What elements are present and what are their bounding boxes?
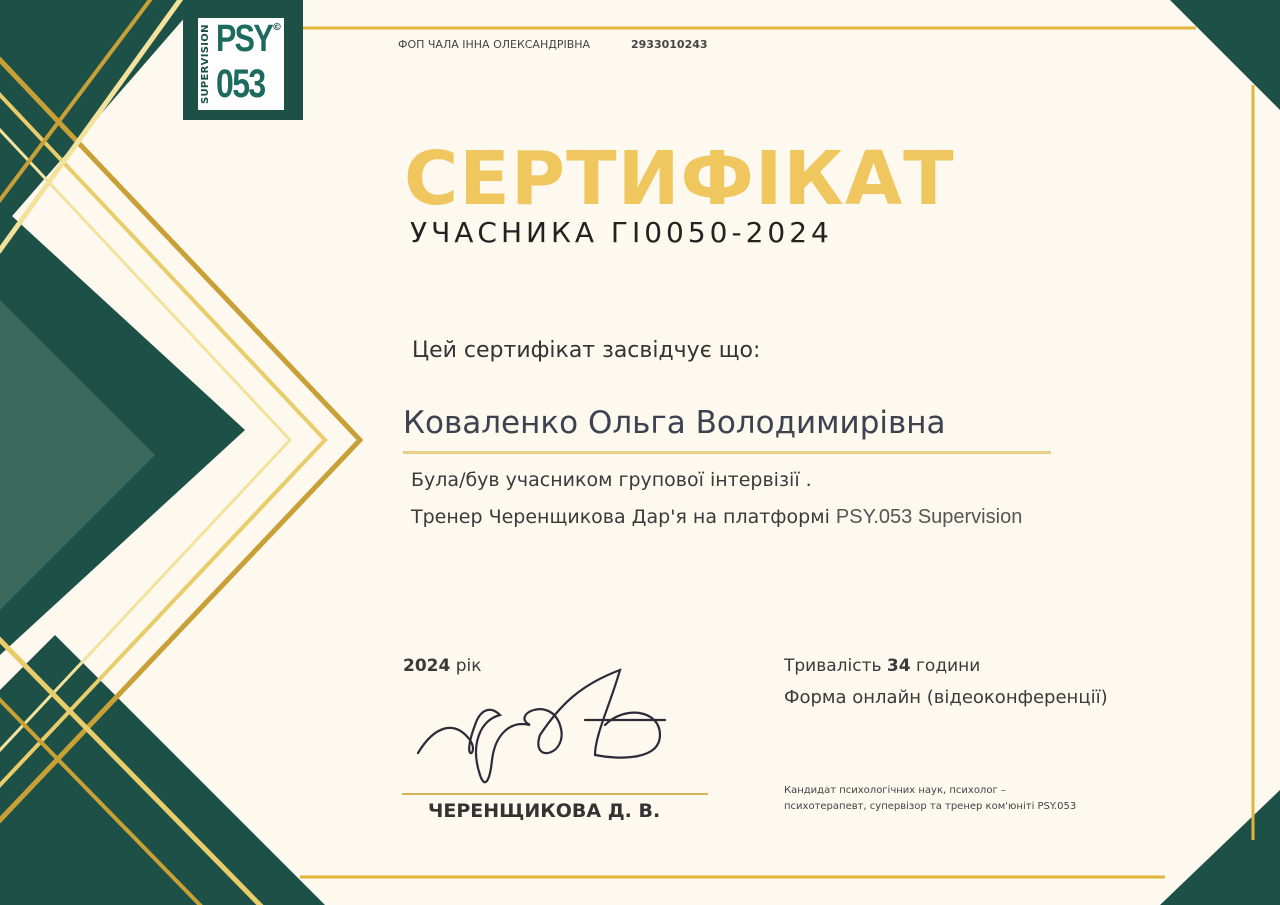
psy053-logo <box>183 0 303 120</box>
certificate-subtitle: УЧАСНИКА ГІ0050-2024 <box>410 216 833 249</box>
company-code: 2933010243 <box>631 38 708 51</box>
bio-line: психотерапевт, супервізор та тренер ком'юніті PSY.053 <box>784 801 1077 812</box>
signature-line <box>402 793 708 795</box>
year-suffix: рік <box>450 656 482 676</box>
duration-label: Тривалість <box>784 656 887 676</box>
name-underline <box>403 451 1051 454</box>
certificate-intro: Цей сертифікат засвідчує що: <box>412 338 761 363</box>
logo-psy-text: PSY <box>216 18 273 60</box>
format: Форма онлайн (відеоконференції) <box>784 687 1108 708</box>
logo-supervision-text: SUPERVISION <box>200 24 211 104</box>
top-right-green-triangle <box>1170 0 1280 110</box>
logo-copyright: © <box>272 22 282 33</box>
signer-name: ЧЕРЕНЩИКОВА Д. В. <box>428 800 661 822</box>
participation-text: Була/був учасником групової інтервізії . <box>411 469 812 491</box>
duration <box>784 656 980 676</box>
trainer-line: Тренер Черенщикова Дар'я на платформі <box>411 506 836 528</box>
year-value: 2024 <box>403 656 451 676</box>
logo-number: 053 <box>216 62 265 106</box>
trainer-text <box>411 506 1022 529</box>
signature-image <box>410 665 680 800</box>
signer-bio <box>784 783 1076 815</box>
platform-name: PSY.053 Supervision <box>835 506 1023 528</box>
company-name: ФОП ЧАЛА ІННА ОЛЕКСАНДРІВНА <box>398 38 591 51</box>
duration-unit: години <box>910 656 981 676</box>
bio-line: Кандидат психологічних наук, психолог – <box>784 785 1006 796</box>
duration-hours: 34 <box>886 656 911 676</box>
certificate-title: СЕРТИФІКАТ <box>404 136 955 222</box>
bottom-right-green-triangle <box>1160 790 1280 905</box>
recipient-name: Коваленко Ольга Володимирівна <box>403 405 946 441</box>
